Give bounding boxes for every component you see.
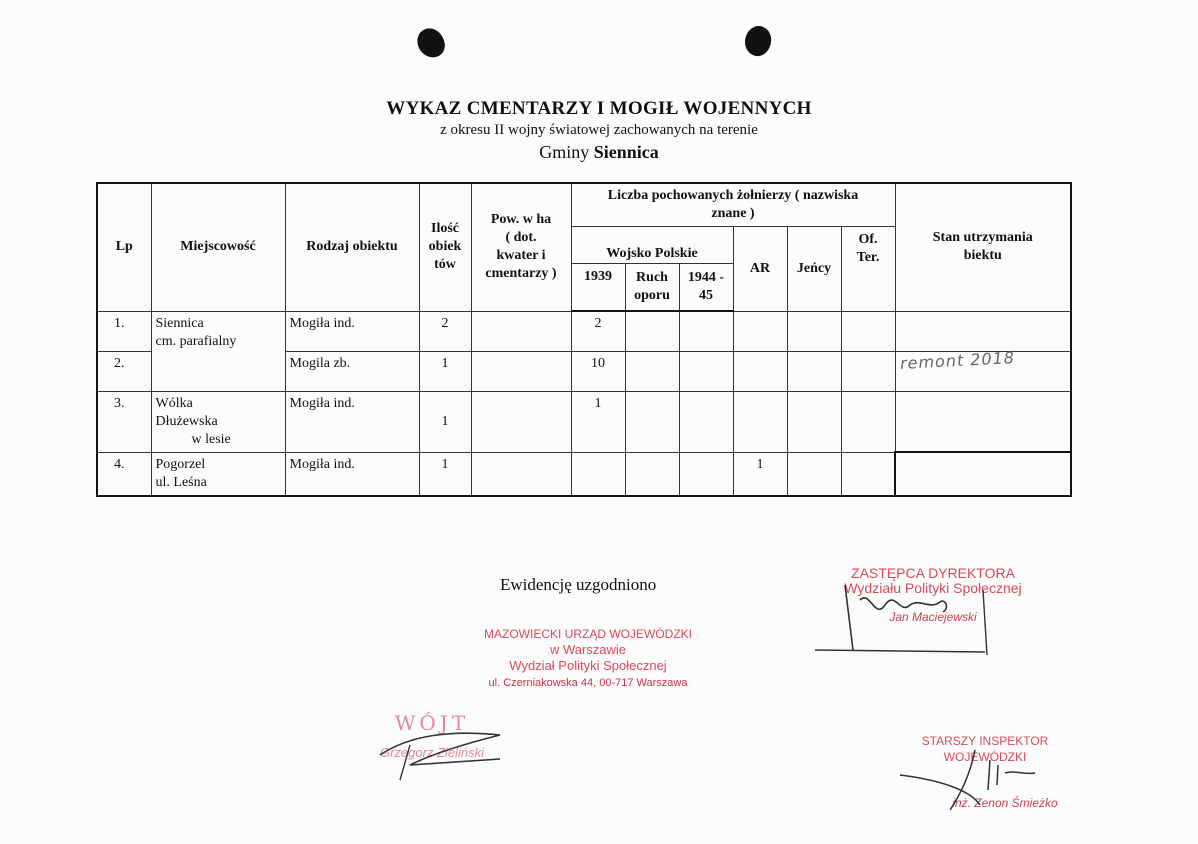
header-stan-utrzymania: Stan utrzymania biektu [895, 183, 1071, 311]
header-ruch-oporu: Ruch oporu [625, 263, 679, 311]
cell-jency [787, 391, 841, 452]
header-ilosc: Ilość obiek tów [419, 183, 471, 311]
cell-of-ter [841, 452, 895, 496]
cell-jency [787, 351, 841, 391]
cell-ruch [625, 391, 679, 452]
header-rodzaj: Rodzaj obiektu [285, 183, 419, 311]
header-miejscowosc: Miejscowość [151, 183, 285, 311]
cell-jency [787, 452, 841, 496]
header-powierzchnia: Pow. w ha ( dot. kwater i cmentarzy ) [471, 183, 571, 311]
cell-rodzaj: Mogila zb. [285, 351, 419, 391]
cell-rodzaj: Mogiła ind. [285, 452, 419, 496]
cell-ilosc: 1 [419, 391, 471, 452]
header-liczba-pochowanych: Liczba pochowanych żołnierzy ( nazwiska znane ) [571, 183, 895, 226]
cell-ar [733, 391, 787, 452]
cell-lp: 1. [97, 311, 151, 351]
cell-ilosc: 1 [419, 351, 471, 391]
punch-hole-left [413, 24, 449, 62]
header-of-ter: Of. Ter. [841, 226, 895, 311]
gmina-prefix: Gminy [539, 142, 590, 162]
cell-miejscowosc: Wólka Dłużewska w lesie [151, 391, 285, 452]
cell-ruch [625, 351, 679, 391]
cell-1944 [679, 351, 733, 391]
table-row [97, 452, 1071, 496]
document-subtitle: z okresu II wojny światowej zachowanych na terenie [440, 122, 758, 138]
header-wojsko-polskie: Wojsko Polskie [571, 226, 733, 263]
cell-lp: 2. [97, 351, 151, 391]
cell-1939: 2 [571, 311, 625, 351]
war-graves-table [96, 182, 1072, 497]
gmina-line [0, 142, 1198, 163]
punch-hole-right [741, 22, 776, 59]
cell-1944 [679, 311, 733, 351]
cell-pow [471, 351, 571, 391]
cell-rodzaj: Mogiła ind. [285, 391, 419, 452]
cell-ar: 1 [733, 452, 787, 496]
table-row [97, 311, 1071, 351]
signature-maciejewski [815, 580, 1015, 660]
signature-smiezko [900, 745, 1050, 815]
cell-rodzaj: Mogiła ind. [285, 311, 419, 351]
document-title: WYKAZ CMENTARZY I MOGIŁ WOJENNYCH [386, 98, 812, 119]
cell-1944 [679, 391, 733, 452]
cell-stan [895, 347, 1071, 391]
cell-pow [471, 311, 571, 351]
cell-ar [733, 351, 787, 391]
handwritten-note: remont 2018 [899, 347, 1015, 373]
cell-of-ter [841, 311, 895, 351]
cell-1944 [679, 452, 733, 496]
header-ar: AR [733, 226, 787, 311]
header-jency: Jeńcy [787, 226, 841, 311]
cell-of-ter [841, 351, 895, 391]
cell-miejscowosc: Siennica cm. parafialny [151, 311, 285, 391]
stamp-zastepca-dyrektora: ZASTĘPCA DYREKTORA Wydziału Polityki Społecznej Jan Maciejewski [844, 565, 1022, 624]
cell-ar [733, 311, 787, 351]
cell-of-ter [841, 391, 895, 452]
header-lp: Lp [97, 183, 151, 311]
stamp-wojt: WÓJT Grzegorz Zieliński [379, 711, 485, 760]
signature-zielinski [370, 725, 520, 785]
cell-ruch [625, 311, 679, 351]
cell-lp: 3. [97, 391, 151, 452]
header-1944-45: 1944 - 45 [679, 263, 733, 311]
cell-ilosc: 2 [419, 311, 471, 351]
cell-stan [895, 311, 1071, 351]
cell-stan [895, 391, 1071, 452]
gmina-name: Siennica [593, 142, 659, 162]
cell-1939: 1 [571, 391, 625, 452]
cell-lp: 4. [97, 452, 151, 496]
cell-jency [787, 311, 841, 351]
cell-pow [471, 391, 571, 452]
cell-pow [471, 452, 571, 496]
cell-ruch [625, 452, 679, 496]
stamp-starszy-inspektor: STARSZY INSPEKTOR WOJEWÓDZKI inż. Zenon Śmieżko [921, 734, 1058, 810]
cell-stan [895, 452, 1071, 496]
approval-text: Ewidencję uzgodniono [500, 575, 657, 594]
stamp-mazowiecki-urzad: MAZOWIECKI URZĄD WOJEWÓDZKI w Warszawie Wydział Polityki Społecznej ul. Czerniakowska 44, 00-717 Warszawa [484, 627, 692, 689]
table-row [97, 391, 1071, 452]
cell-1939 [571, 452, 625, 496]
header-1939: 1939 [571, 263, 625, 311]
cell-ilosc: 1 [419, 452, 471, 496]
cell-miejscowosc: Pogorzel ul. Leśna [151, 452, 285, 496]
cell-1939: 10 [571, 351, 625, 391]
